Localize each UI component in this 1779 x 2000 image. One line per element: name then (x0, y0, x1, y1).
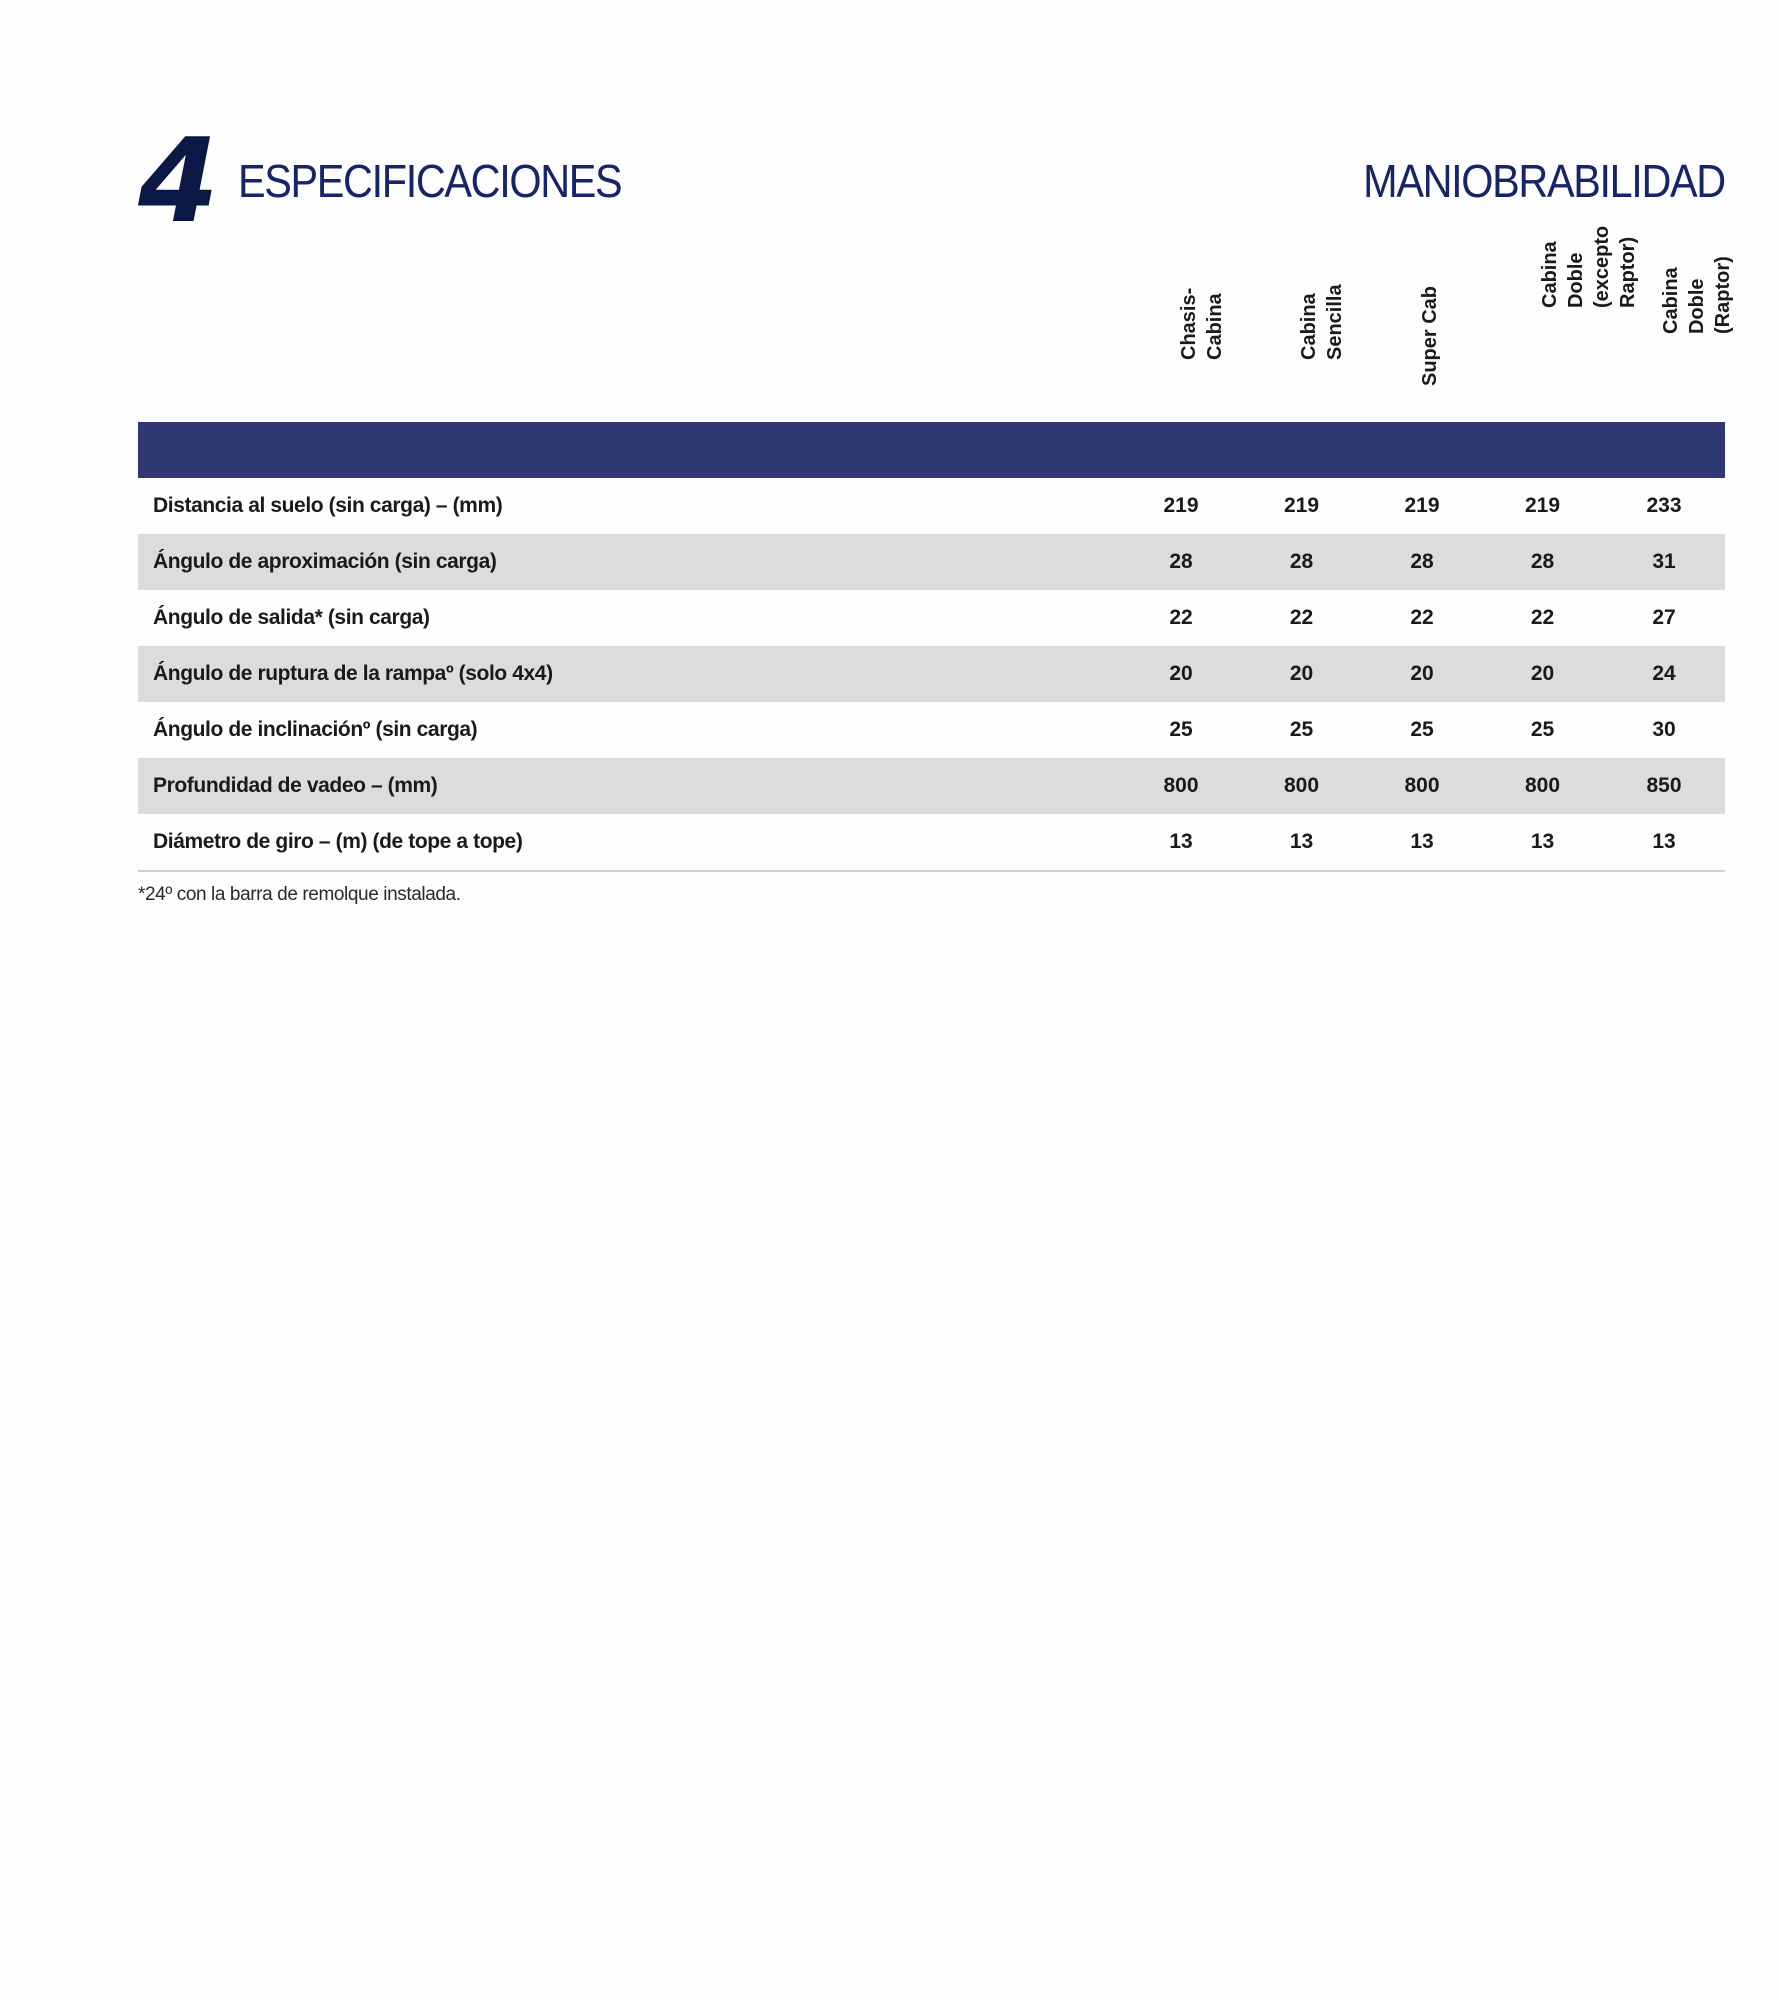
table-cell: 22 (1169, 606, 1193, 629)
table-cell: 219 (1404, 494, 1440, 517)
table-cell: 28 (1121, 534, 1241, 590)
chapter-number: 4 (138, 114, 215, 249)
row-label: Distancia al suelo (sin carga) – (mm) (153, 494, 503, 517)
table-row (138, 534, 1725, 590)
table-cell: 20 (1241, 646, 1362, 702)
table-row (138, 702, 1725, 758)
column-header-cabina-sencilla: Cabina Sencilla (1298, 284, 1346, 360)
page-header (138, 114, 1725, 249)
table-cell: 24 (1603, 646, 1725, 702)
table-cell: 800 (1121, 758, 1241, 814)
row-label: Ángulo de inclinaciónº (sin carga) (153, 718, 478, 741)
table-cell: 25 (1289, 718, 1314, 741)
table-cell: 13 (1482, 814, 1603, 871)
page-topic: MANIOBRABILIDAD (1363, 155, 1725, 207)
table-cell: 800 (1241, 758, 1362, 814)
table-cell: 20 (1482, 646, 1603, 702)
table-cell: 28 (1362, 534, 1482, 590)
table-row (138, 814, 1725, 871)
table-cell: 25 (1169, 718, 1193, 741)
table-cell: 13 (1121, 814, 1241, 871)
table-cell: 800 (1482, 758, 1603, 814)
table-cell: 233 (1646, 494, 1682, 517)
row-label: Diámetro de giro – (m) (de tope a tope) (138, 814, 1121, 871)
table-cell: 20 (1121, 646, 1241, 702)
row-label: Ángulo de ruptura de la rampaº (solo 4x4) (138, 646, 1121, 702)
table-cell: 30 (1652, 718, 1676, 741)
table-cell: 219 (1283, 494, 1320, 517)
table-cell: 22 (1410, 606, 1434, 629)
table-cell: 800 (1362, 758, 1482, 814)
specifications-table (138, 478, 1725, 872)
column-headers (138, 225, 1734, 418)
table-cell: 20 (1362, 646, 1482, 702)
table-cell: 22 (1289, 606, 1314, 629)
column-header-cabina-doble-excepto-raptor: Cabina Doble (excepto Raptor) (1539, 225, 1639, 308)
table-cell: 28 (1482, 534, 1603, 590)
table-row (138, 758, 1725, 814)
table-row (138, 646, 1725, 702)
table-cell: 850 (1603, 758, 1725, 814)
table-cell: 13 (1241, 814, 1362, 871)
table-cell: 27 (1652, 606, 1676, 629)
table-row (138, 590, 1725, 646)
table-cell: 219 (1524, 494, 1561, 517)
table-cell: 13 (1603, 814, 1725, 871)
column-header-cabina-doble-raptor: Cabina Doble (Raptor) (1660, 256, 1734, 334)
table-cell: 25 (1410, 718, 1434, 741)
row-label: Ángulo de salida* (sin carga) (153, 606, 430, 629)
table-cell: 31 (1603, 534, 1725, 590)
footnote: *24º con la barra de remolque instalada. (138, 884, 461, 905)
row-label: Profundidad de vadeo – (mm) (138, 758, 1121, 814)
column-header-chasis-cabina: Chasis- Cabina (1178, 287, 1226, 360)
table-header-band (138, 422, 1725, 478)
table-cell: 28 (1241, 534, 1362, 590)
row-label: Ángulo de aproximación (sin carga) (138, 534, 1121, 590)
table-cell: 25 (1530, 718, 1555, 741)
table-cell: 22 (1530, 606, 1555, 629)
column-header-super-cab: Super Cab (1419, 285, 1441, 386)
table-cell: 219 (1163, 494, 1199, 517)
table-row (138, 478, 1725, 534)
section-title: ESPECIFICACIONES (238, 155, 622, 207)
table-cell: 13 (1362, 814, 1482, 871)
